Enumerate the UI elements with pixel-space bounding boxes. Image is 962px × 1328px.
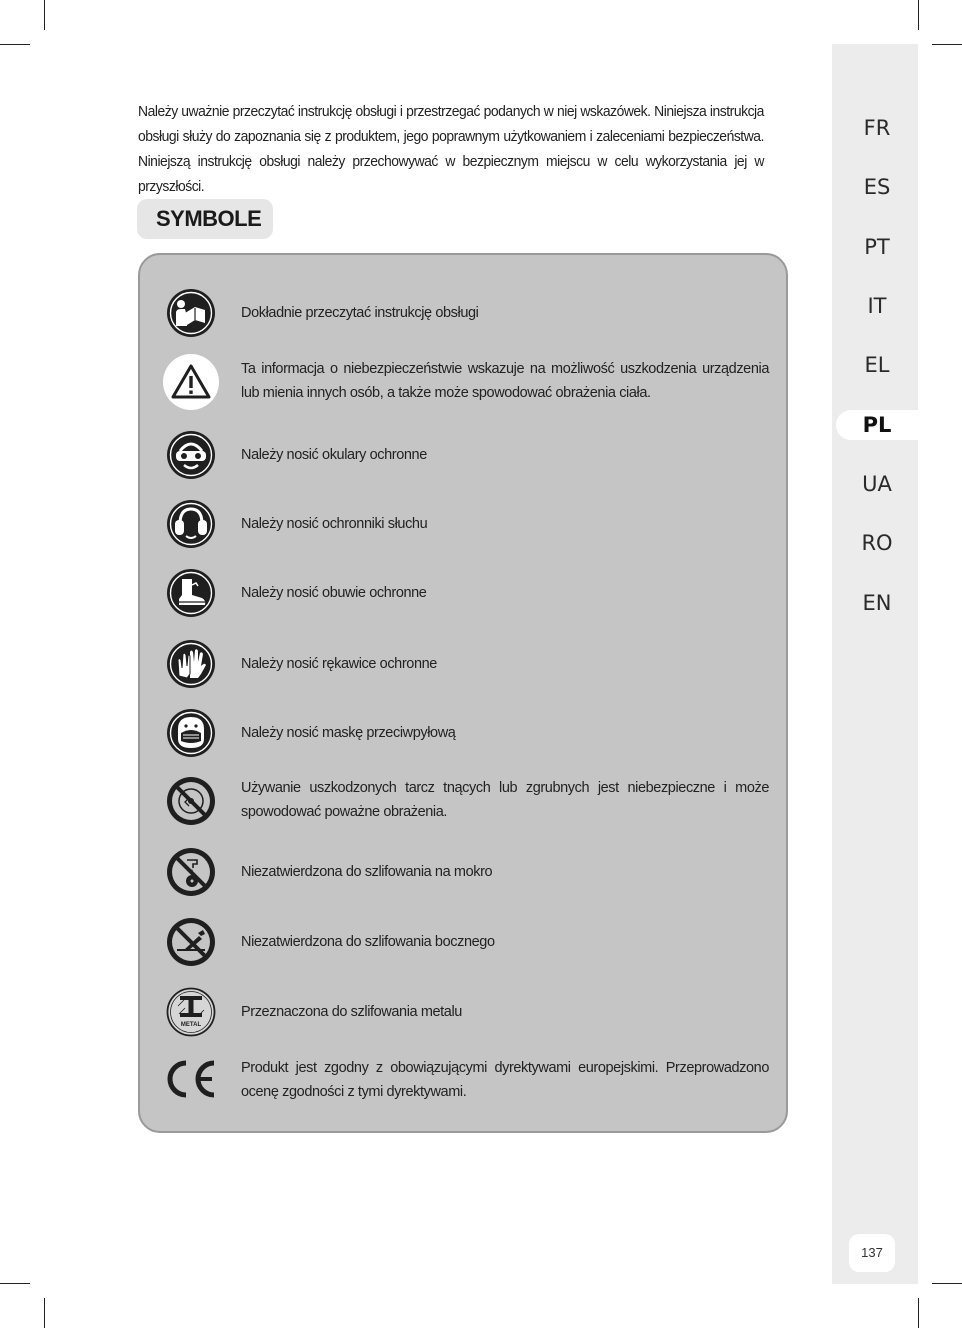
crop-mark — [44, 0, 45, 30]
symbol-description: Używanie uszkodzonych tarcz tnących lub zgrubnych jest niebezpieczne i może spowodować poważne obrażenia. — [241, 780, 769, 820]
lang-tab-pl[interactable]: PL — [836, 410, 918, 440]
ce-mark-icon — [162, 1056, 218, 1102]
symbol-description: Należy nosić rękawice ochronne — [241, 656, 437, 672]
symbol-description: Niezatwierdzona do szlifowania na mokro — [241, 864, 493, 880]
symbols-panel — [138, 253, 788, 1133]
gloves-icon — [165, 638, 217, 690]
symbol-description: Przeznaczona do szlifowania metalu — [241, 1004, 462, 1020]
metal-grinding-icon — [165, 986, 217, 1038]
symbol-description: Należy nosić maskę przeciwpyłową — [241, 725, 456, 741]
metal-icon-label: METAL — [180, 1022, 202, 1028]
symbol-description: Należy nosić ochronniki słuchu — [241, 516, 428, 532]
ear-protection-icon — [165, 498, 217, 550]
lang-tab-en[interactable]: EN — [862, 591, 892, 615]
warning-triangle-icon — [162, 353, 220, 411]
section-title: SYMBOLE — [137, 199, 273, 239]
lang-tab-es[interactable]: ES — [863, 175, 891, 199]
symbol-description: Niezatwierdzona do szlifowania bocznego — [241, 934, 495, 950]
symbol-description: Ta informacja o niebezpieczeństwie wskazuje na możliwość uszkodzenia urządzenia lub mienia innych osób, a także może spowodować obrażenia ciała. — [241, 361, 769, 401]
crop-mark — [44, 1298, 45, 1328]
read-manual-icon — [165, 287, 217, 339]
crop-mark — [918, 0, 919, 30]
crop-mark — [0, 1283, 30, 1284]
lang-tab-ua[interactable]: UA — [862, 472, 892, 496]
lang-tab-el[interactable]: EL — [864, 353, 890, 377]
symbol-description: Należy nosić obuwie ochronne — [241, 585, 427, 601]
safety-goggles-icon — [165, 429, 217, 481]
lang-tab-pt[interactable]: PT — [864, 235, 890, 259]
intro-paragraph: Należy uważnie przeczytać instrukcję obsługi i przestrzegać podanych w niej wskazówek. Niniejsza instrukcja obsługi służy do zapoznania się z produktem, jego poprawnym użytkowaniem i zaleceniami bezpieczeństwa. Niniejszą instrukcję obsługi należy przechowywać w bezpiecznym miejscu w celu wykorzystania jej w przyszłości. — [138, 104, 764, 195]
lang-tab-ro[interactable]: RO — [861, 531, 893, 555]
no-side-grinding-icon — [165, 916, 217, 968]
crop-mark — [932, 1283, 962, 1284]
crop-mark — [0, 44, 30, 45]
safety-boots-icon — [165, 567, 217, 619]
crop-mark — [918, 1298, 919, 1328]
dust-mask-icon — [165, 707, 217, 759]
symbol-description: Dokładnie przeczytać instrukcję obsługi — [241, 305, 479, 321]
lang-tab-fr[interactable]: FR — [863, 116, 891, 140]
lang-tab-it[interactable]: IT — [867, 294, 887, 318]
no-damaged-disc-icon — [165, 775, 217, 827]
language-sidebar — [832, 44, 918, 1284]
crop-mark — [932, 44, 962, 45]
symbol-description: Produkt jest zgodny z obowiązującymi dyrektywami europejskimi. Przeprowadzono ocenę zgodności z tymi dyrektywami. — [241, 1060, 769, 1100]
no-wet-grinding-icon — [165, 846, 217, 898]
symbol-description: Należy nosić okulary ochronne — [241, 447, 427, 463]
page-number: 137 — [849, 1234, 895, 1272]
